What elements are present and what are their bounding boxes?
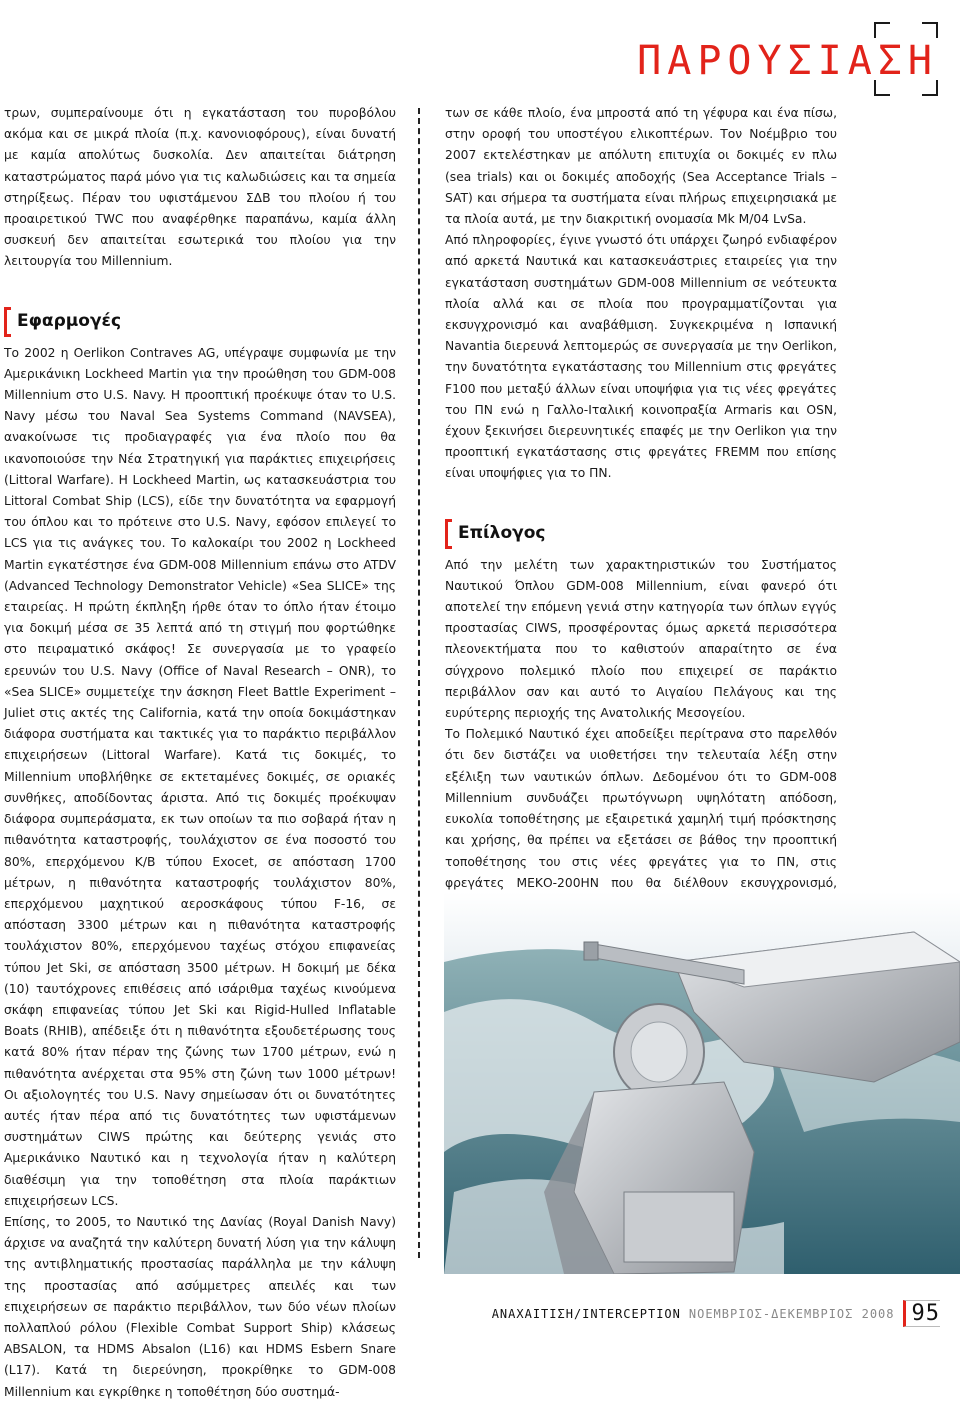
left-column	[4, 103, 396, 1403]
right-paragraph-1: των σε κάθε πλοίο, ένα μπροστά από τη γέφυρα και ένα πίσω, στην οροφή του υποστέγου ελικοπτέρων. Τον Νοέμβριο του 2007 εκτελέστηκαν με απόλυτη επιτυχία οι δοκιμές εν πλω (sea trials) και οι δοκιμές αποδοχής (Sea Acceptance Trials – SAT) και σήμερα τα συστήματα είναι πλήρως επιχειρησιακά με τα πλοία αυτά, με την διακριτική ονομασία Mk M/04 LvSa.	[445, 106, 837, 227]
intro-paragraph: τρων, συμπεραίνουμε ότι η εγκατάσταση του πυροβόλου ακόμα και σε μικρά πλοία (π.χ. κανονιοφόρους), είναι δυνατή με καμία απολύτως δυσκολία. Δεν απαιτείται διάτρηση καταστρώματος παρά μόνο για τις καλωδιώσεις και τα σημεία στηρίξεως. Πέραν του υφιστάμενου ΣΔΒ του πλοίου ή του προαιρετικού TWC που αναφέρθηκε παραπάνω, καμία άλλη συσκευή δεν απαιτείται εσωτερικά του πλοίου για την λειτουργία του Millennium.	[4, 106, 396, 269]
muzzle	[584, 942, 598, 960]
applications-paragraph-1: Το 2002 η Oerlikon Contraves AG, υπέγραψε συμφωνία με την Αμερικάνικη Lockheed Martin για την προώθηση του GDM-008 Millennium στο U.S. Navy. Η προοπτική προέκυψε όταν το U.S. Navy μέσω του Naval Sea Systems Command (NAVSEA), ανακοίνωσε τις προδιαγραφές για ένα πλοίο που θα ικανοποιούσε την Νέα Στρατηγική για παράκτιες επιχειρήσεις (Littoral Warfare). Η Lockheed Martin, ως κατασκευάστρια του Littoral Combat Ship (LCS), είδε την δυνατότητα να εφαρμογή του όπλου και το πρότεινε στο U.S. Navy, εφόσον επιλεγεί το LCS για τις ανάγκες του. Το καλοκαίρι του 2002 η Lockheed Martin εγκατέστησε ένα GDM-008 Millennium επάνω στο ATDV (Advanced Technology Demonstrator Vehicle) «Sea SLICE» της εταιρείας. Η πρώτη έκπληξη ήρθε όταν το όπλο ήταν έτοιμο για δοκιμή μέσα σε 35 λεπτά από τη στιγμή που φορτώθηκε στο πειραματικό σκάφος! Σε συνεργασία με το γραφείο ερευνών του U.S. Navy (Office of Naval Research – ONR), το «Sea SLICE» συμμετείχε την άσκηση Fleet Battle Experiment – Juliet στις ακτές της California, κατά την οποία δοκιμάστηκαν διάφορα συστήματα και τακτικές για το παράκτιο περιβάλλον επιχειρήσεων (Littoral Warfare). Κατά τις δοκιμές, το Millennium υποβλήθηκε σε εκτεταμένες δοκιμές, σε οριακές συνθήκες, αποδίδοντας άριστα. Από τις δοκιμές προέκυψαν διάφορα συμπεράσματα, εκ των οποίων τα πιο σοβαρά ήταν η πιθανότητα καταστροφής, τουλάχιστον σε ένα ποσοστό του 80%, επερχόμενου Κ/Β τύπου Exocet, σε απόσταση 1700 μέτρων, η πιθανότητα καταστροφής τουλάχιστον 80%, επερχόμενου μαχητικού αεροσκάφους τύπου F-16, σε απόσταση 3300 μέτρων και η πιθανότητα καταστροφής τουλάχιστον 80%, επερχόμενου ταχέως στόχου επιφανείας τύπου Jet Ski, σε απόσταση 3500 μέτρων. Η δοκιμή με δέκα (10) ταυτόχρονες επιθέσεις από ισάριθμα ταχέως κινούμενα σκάφη επιφανείας τύπου Jet Ski και Rigid-Hulled Inflatable Boats (RHIB), απέδειξε ότι η πιθανότητα εξουδετέρωσης τους κατά 80% ήταν πέραν της ζώνης των 1700 μέτρων, ενώ η πιθανότητα ανέρχεται στα 95% στη ζώνη των 1000 μέτρων! Οι αξιολογητές του U.S. Navy σημείωσαν ότι οι δυνατότητες αυτές ήταν πέρα από τις δυνατότητες των υφιστάμενων συστημάτων CIWS πρώτης και δεύτερης γενιάς στο Αμερικάνικο Ναυτικό και η τεχνολογία ήταν η καλύτερη διαθέσιμη για την τοποθέτηση στα πλοία παράκτιων επιχειρήσεων LCS.	[4, 345, 396, 1208]
applications-heading-text: Εφαρμογές	[17, 311, 122, 332]
issue-date: ΝΟΕΜΒΡΙΟΣ-ΔΕΚΕΜΒΡΙΟΣ 2008	[688, 1306, 895, 1321]
gun-turret-photo	[444, 892, 960, 1274]
section-title: ΠΑΡΟΥΣΙΑΣΗ	[637, 38, 938, 84]
header-corner-mark	[922, 22, 938, 38]
epilogue-heading-text: Επίλογος	[458, 523, 546, 544]
column-divider	[418, 108, 420, 1258]
applications-heading	[4, 307, 396, 337]
right-paragraph-2: Από πληροφορίες, έγινε γνωστό ότι υπάρχει ζωηρό ενδιαφέρον από αρκετά Ναυτικά και κατασκευάστριες εταιρείες για την εγκατάσταση συστημάτων GDM-008 Millennium σε νεότευκτα πλοία αλλά και σε πλοία που προγραμματίζονται για εκσυγχρονισμό και αναβάθμιση. Συγκεκριμένα η Ισπανική Navantia διερευνά λεπτομερώς σε συνεργασία με την Oerlikon, την δυνατότητα εγκατάστασης του Millennium στις φρεγάτες F100 που μεταξύ άλλων είναι υποψήφια για τις νέες φρεγάτες του ΠΝ ενώ η Γαλλο-Ιταλική κοινοπραξία Armaris και OSN, έχουν ξεκινήσει διερευνητικές επαφές με την Oerlikon για την προοπτική εγκατάστασης στις φρεγάτες FREMM που επίσης είναι υποψήφιες για το ΠΝ.	[445, 233, 837, 481]
epilogue-paragraph-1: Από την μελέτη των χαρακτηριστικών του Συστήματος Ναυτικού Όπλου GDM-008 Millennium, είναι φανερό ότι αποτελεί την επόμενη γενιά στην κατηγορία των όπλων εγγύς προστασίας CIWS, προσφέροντας όμως αρκετά περισσότερα πλεονεκτήματα που το καθιστούν απαραίτητο σε ένα σύγχρονο πολεμικό πλοίο που επιχειρεί σε παράκτιο περιβάλλον σαν και αυτό το Αιγαίου Πελάγους και της ευρύτερης περιοχής της Ανατολικής Μεσογείου.	[445, 557, 837, 721]
epilogue-paragraph-2-text: Το Πολεμικό Ναυτικό έχει αποδείξει περίτρανα στο παρελθόν ότι δεν διστάζει να υιοθετήσει την τελευταία λέξη στην εξέλιξη των ναυτικών όπλων. Δεδομένου ότι το GDM-008 Millennium συνδυάζει πρωτόγνωρη υψηλότατη απόδοση, ευκολία τοποθέτησης με εξαιρετικά χαμηλή τιμή πρόσκτησης και χρήσης, θα πρέπει να εξετάσει σε βάθος την προοπτική τοποθέτησης του στις νέες φρεγάτες για το ΠΝ, στις φρεγάτες ΜΕΚΟ-200ΗΝ που θα διέλθουν εκσυγχρονισμό,	[445, 727, 837, 890]
page-footer	[492, 1300, 940, 1327]
radar-dish-inner	[631, 1022, 687, 1082]
applications-paragraph-2: Επίσης, το 2005, το Ναυτικό της Δανίας (Royal Danish Navy) άρχισε να αναζητά την καλύτερη δυνατή λύση για την κάλυψη της αντιβληματικής προστασίας παράλληλα με την κάλυψη της προστασίας από ασύμμετρες απειλές και των επιχειρήσεων σε παράκτιο περιβάλλον, των δύο νέων πλοίων πολλαπλού ρόλου (Flexible Combat Support Ship) κλάσεως ABSALON, τα HDMS Absalon (L16) και HDMS Esbern Snare (L17). Κατά τη διερεύνηση, προκρίθηκε το GDM-008 Millennium και εγκρίθηκε η τοποθέτηση δύο συστημά-	[4, 1214, 396, 1399]
header-corner-mark	[874, 22, 890, 38]
heading-bracket-icon	[4, 307, 11, 337]
magazine-name: ΑΝΑΧΑΙΤΙΣΗ/INTERCEPTION	[491, 1306, 681, 1321]
right-column	[445, 103, 837, 979]
epilogue-heading	[445, 519, 837, 549]
mount-base	[624, 1192, 734, 1262]
heading-bracket-icon	[445, 519, 452, 549]
page-number: 95	[903, 1300, 941, 1327]
